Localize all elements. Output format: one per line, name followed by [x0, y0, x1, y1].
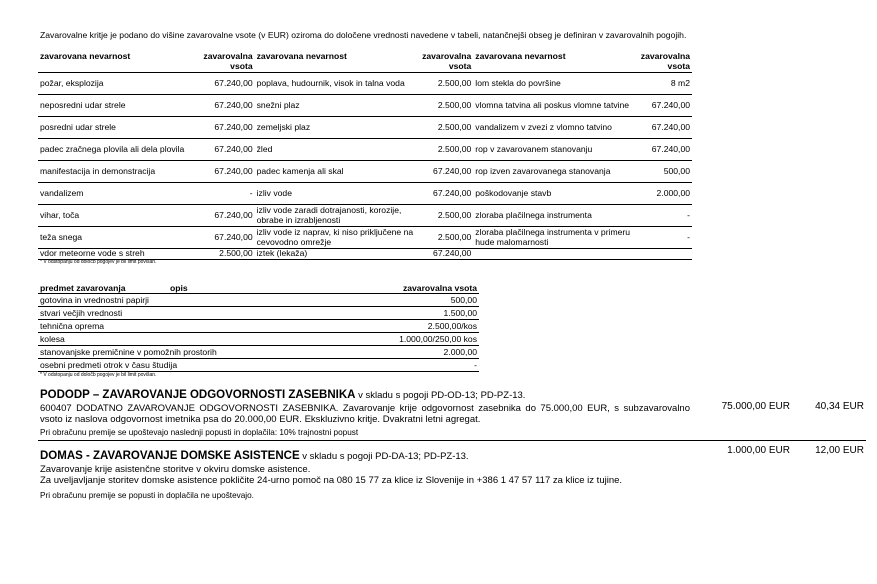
value-cell: 67.240,00 — [417, 161, 474, 183]
domas-sum: 1.000,00 EUR — [727, 445, 790, 456]
section-subtitle: v skladu s pogoji PD-DA-13; PD-PZ-13. — [299, 451, 469, 462]
domas-section — [40, 446, 680, 500]
table-row — [38, 307, 479, 320]
section-discount: Pri obračunu premije se popusti in doplačila ne upoštevajo. — [40, 491, 254, 500]
value-cell: 2.000,00 — [635, 183, 692, 205]
value-cell: 1.500,00 — [288, 307, 479, 320]
table-row — [38, 359, 479, 372]
table-row — [38, 320, 479, 333]
table-row — [38, 139, 692, 161]
label-cell: iztek (lekaža) — [255, 249, 417, 260]
table-row — [38, 117, 692, 139]
value-cell: - — [635, 205, 692, 227]
risk-table — [38, 52, 692, 260]
value-cell: 67.240,00 — [635, 139, 692, 161]
label-cell: posredni udar strele — [38, 117, 200, 139]
label-cell: manifestacija in demonstracija — [38, 161, 200, 183]
footnote: * V odstopanju od določb pogojev je bil limit povišan. — [40, 372, 157, 378]
label-cell: izliv vode — [255, 183, 417, 205]
header-cell: zavarovalna vsota — [635, 52, 692, 73]
label-cell: vdor meteorne vode s streh — [38, 249, 200, 260]
value-cell: 2.500,00 — [417, 73, 474, 95]
podp-premium: 40,34 EUR — [815, 401, 864, 412]
value-cell: 2.500,00 — [417, 139, 474, 161]
header-cell: zavarovalna vsota — [417, 52, 474, 73]
value-cell: 67.240,00 — [635, 117, 692, 139]
value-cell: 8 m2 — [635, 73, 692, 95]
value-cell: 2.500,00 — [417, 227, 474, 249]
value-cell: 67.240,00 — [635, 95, 692, 117]
table-row — [38, 249, 692, 260]
header-cell: zavarovana nevarnost — [255, 52, 417, 73]
table-row — [38, 333, 479, 346]
section-line: Za uveljavljanje storitev domske asistence pokličite 24-urno pomoč na 080 15 77 za klice iz Slovenije in +386 1 47 57 117 za klice iz tujine. — [40, 475, 623, 486]
label-cell: izliv vode iz naprav, ki niso priključene na cevovodno omrežje — [255, 227, 417, 249]
label-cell: padec zračnega plovila ali dela plovila — [38, 139, 200, 161]
value-cell: - — [200, 183, 255, 205]
section-divider — [38, 440, 866, 441]
label-cell: kolesa — [38, 333, 288, 346]
value-cell: 67.240,00 — [417, 249, 474, 260]
label-cell: rop v zavarovanem stanovanju — [473, 139, 635, 161]
footnote: * V odstopanju od določb pogojev je bil limit povišan. — [40, 259, 157, 265]
value-cell: 2.500,00/kos — [288, 320, 479, 333]
label-cell: izliv vode zaradi dotrajanosti, korozije, obrabe in izrabljenosti — [255, 205, 417, 227]
label-cell: rop izven zavarovanega stanovanja — [473, 161, 635, 183]
label-cell: zloraba plačilnega instrumenta v primeru hude malomarnosti — [473, 227, 635, 249]
section-line: Zavarovanje krije asistenčne storitve v okviru domske asistence. — [40, 464, 311, 475]
label-cell: požar, eksplozija — [38, 73, 200, 95]
items-table — [38, 283, 479, 372]
label-cell — [473, 249, 635, 260]
value-cell: 67.240,00 — [200, 205, 255, 227]
section-discount: Pri obračunu premije se upoštevajo naslednji popusti in doplačila: 10% trajnostni popust — [40, 428, 359, 437]
section-title: PODODP – ZAVAROVANJE ODGOVORNOSTI ZASEBNIKA — [40, 389, 356, 401]
section-subtitle: v skladu s pogoji PD-OD-13; PD-PZ-13. — [355, 390, 526, 401]
section-title: DOMAS - ZAVAROVANJE DOMSKE ASISTENCE — [40, 450, 300, 462]
table-row — [38, 73, 692, 95]
value-cell: 67.240,00 — [200, 227, 255, 249]
value-cell: 2.500,00 — [417, 117, 474, 139]
header-cell: predmet zavarovanja — [38, 283, 168, 294]
header-cell: zavarovana nevarnost — [38, 52, 200, 73]
podp-section — [40, 385, 690, 437]
label-cell: stanovanjske premičnine v pomožnih prostorih — [38, 346, 288, 359]
risk-table-header — [38, 52, 692, 73]
label-cell: žled — [255, 139, 417, 161]
value-cell: 500,00 — [288, 294, 479, 307]
label-cell: neposredni udar strele — [38, 95, 200, 117]
value-cell: 2.500,00 — [417, 95, 474, 117]
label-cell: poplava, hudournik, visok in talna voda — [255, 73, 417, 95]
value-cell: 2.500,00 — [200, 249, 255, 260]
label-cell: vandalizem — [38, 183, 200, 205]
domas-premium: 12,00 EUR — [815, 445, 864, 456]
value-cell: 67.240,00 — [200, 161, 255, 183]
value-cell: 67.240,00 — [200, 73, 255, 95]
header-cell: zavarovana nevarnost — [473, 52, 635, 73]
label-cell: lom stekla do površine — [473, 73, 635, 95]
label-cell: vlomna tatvina ali poskus vlomne tatvine — [473, 95, 635, 117]
table-row — [38, 294, 479, 307]
value-cell: 67.240,00 — [200, 95, 255, 117]
value-cell: 2.500,00 — [417, 205, 474, 227]
section-body: 600407 DODATNO ZAVAROVANJE ODGOVORNOSTI ZASEBNIKA. Zavarovanje krije odgovornost zasebnika do 75.000,00 EUR, s subzavarovalno vsoto iz naslova odgovornost imetnika psa do 20.000,00 EUR. Ekskluzivno kritje. Dvakratni letni agregat. — [40, 403, 690, 425]
value-cell: 1.000,00/250,00 kos — [288, 333, 479, 346]
label-cell: poškodovanje stavb — [473, 183, 635, 205]
label-cell: stvari večjih vrednosti — [38, 307, 288, 320]
table-row — [38, 205, 692, 227]
label-cell: zemeljski plaz — [255, 117, 417, 139]
header-cell: opis — [168, 283, 288, 294]
podp-sum: 75.000,00 EUR — [721, 401, 790, 412]
value-cell: 67.240,00 — [417, 183, 474, 205]
label-cell: tehnična oprema — [38, 320, 288, 333]
value-cell: 2.000,00 — [288, 346, 479, 359]
value-cell: 500,00 — [635, 161, 692, 183]
header-cell: zavarovalna vsota — [288, 283, 479, 294]
table-row — [38, 95, 692, 117]
items-table-header — [38, 283, 479, 294]
value-cell: 67.240,00 — [200, 139, 255, 161]
table-row — [38, 346, 479, 359]
label-cell: zloraba plačilnega instrumenta — [473, 205, 635, 227]
value-cell — [635, 249, 692, 260]
label-cell: osebni predmeti otrok v času študija — [38, 359, 288, 372]
value-cell: - — [635, 227, 692, 249]
header-cell: zavarovalna vsota — [200, 52, 255, 73]
table-row — [38, 161, 692, 183]
value-cell: 67.240,00 — [200, 117, 255, 139]
label-cell: vandalizem v zvezi z vlomno tatvino — [473, 117, 635, 139]
intro-text: Zavarovalne kritje je podano do višine zavarovalne vsote (v EUR) oziroma do določene vrednosti navedene v tabeli, natančnejši obseg je definiran v zavarovalnih pogojih. — [40, 30, 687, 40]
label-cell: vihar, toča — [38, 205, 200, 227]
label-cell: teža snega — [38, 227, 200, 249]
label-cell: snežni plaz — [255, 95, 417, 117]
value-cell: - — [288, 359, 479, 372]
table-row — [38, 183, 692, 205]
label-cell: gotovina in vrednostni papirji — [38, 294, 288, 307]
table-row — [38, 227, 692, 249]
label-cell: padec kamenja ali skal — [255, 161, 417, 183]
